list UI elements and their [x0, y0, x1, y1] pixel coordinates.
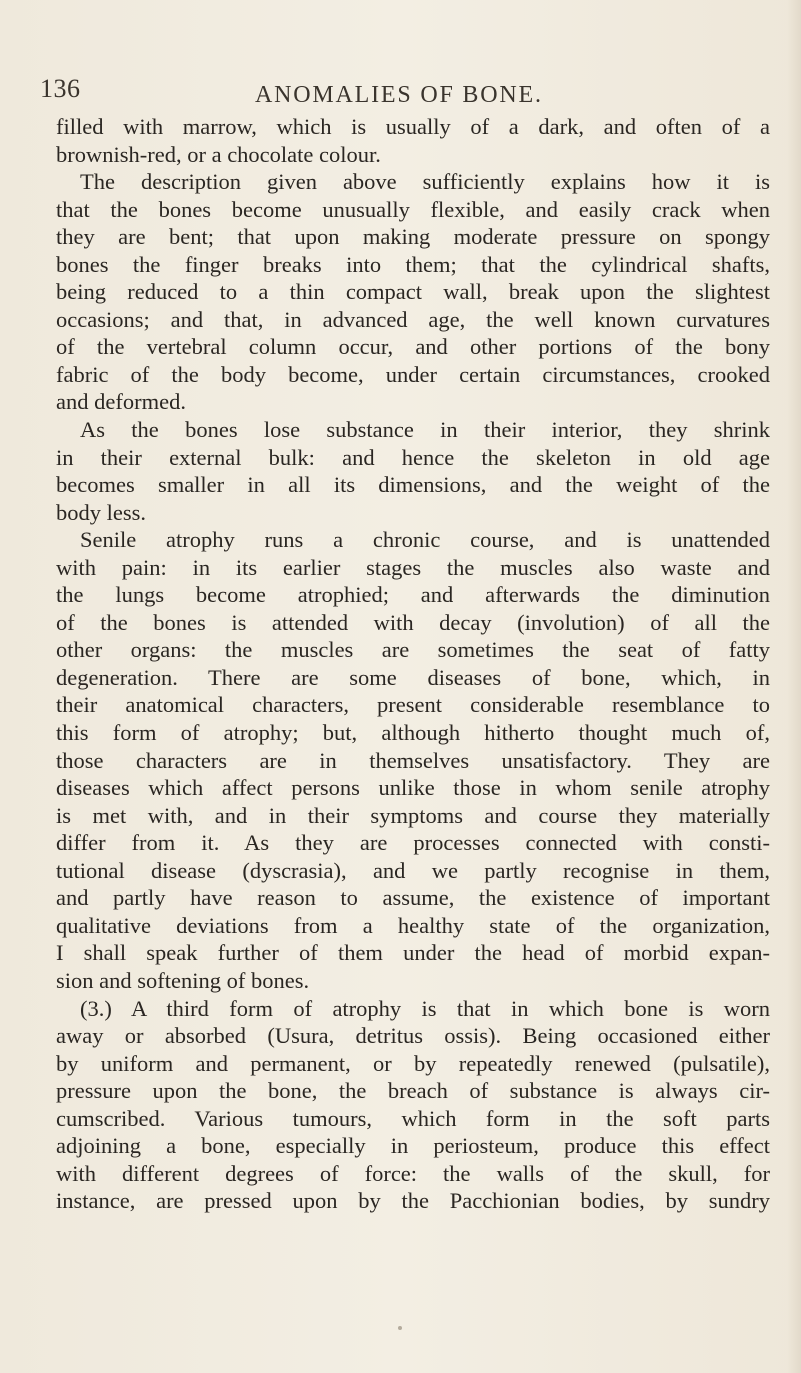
text-line: of the vertebral column occur, and other portions of the bony: [56, 334, 770, 360]
body-text: [56, 113, 770, 1215]
text-line: those characters are in themselves unsatisfactory. They are: [56, 747, 770, 773]
text-line: they are bent; that upon making moderate pressure on spongy: [56, 224, 770, 250]
text-line: Senile atrophy runs a chronic course, and is unattended: [80, 527, 770, 553]
text-line: filled with marrow, which is usually of a dark, and often of a: [56, 114, 770, 139]
page-number: 136: [40, 74, 81, 103]
text-line: occasions; and that, in advanced age, the well known curvatures: [56, 306, 770, 332]
text-line: body less.: [56, 499, 146, 525]
text-line: sion and softening of bones.: [56, 967, 310, 993]
text-line: diseases which affect persons unlike those in whom senile atrophy: [56, 775, 770, 801]
text-line: bones the finger breaks into them; that the cylindrical shafts,: [56, 251, 770, 277]
text-line: their anatomical characters, present considerable resemblance to: [56, 692, 770, 718]
text-line: degeneration. There are some diseases of bone, which, in: [56, 664, 770, 690]
text-line: brownish-red, or a chocolate colour.: [56, 141, 381, 167]
text-line: being reduced to a thin compact wall, break upon the slightest: [56, 279, 770, 305]
running-head: ANOMALIES OF BONE.: [255, 82, 543, 108]
text-line: cumscribed. Various tumours, which form in the soft parts: [56, 1105, 770, 1131]
text-line: (3.) A third form of atrophy is that in which bone is worn: [80, 995, 770, 1021]
text-line: fabric of the body become, under certain circumstances, crooked: [56, 361, 770, 387]
text-line: As the bones lose substance in their interior, they shrink: [80, 417, 770, 443]
text-line: by uniform and permanent, or by repeatedly renewed (pulsatile),: [56, 1050, 770, 1076]
text-line: and partly have reason to assume, the existence of important: [56, 885, 770, 911]
page-edge-shadow: [787, 0, 801, 1373]
text-line: this form of atrophy; but, although hitherto thought much of,: [56, 720, 770, 746]
text-line: that the bones become unusually flexible, and easily crack when: [56, 196, 770, 222]
text-line: in their external bulk: and hence the skeleton in old age: [56, 444, 770, 470]
text-line: becomes smaller in all its dimensions, and the weight of the: [56, 472, 770, 498]
text-line: of the bones is attended with decay (involution) of all the: [56, 609, 770, 635]
text-line: instance, are pressed upon by the Pacchionian bodies, by sundry: [56, 1188, 770, 1214]
text-line: and deformed.: [56, 389, 186, 415]
text-line: the lungs become atrophied; and afterwards the diminution: [56, 582, 770, 608]
text-line: with pain: in its earlier stages the muscles also waste and: [56, 554, 770, 580]
text-line: pressure upon the bone, the breach of substance is always cir-: [56, 1078, 770, 1104]
text-line: tutional disease (dyscrasia), and we partly recognise in them,: [56, 857, 770, 883]
text-line: with different degrees of force: the walls of the skull, for: [56, 1160, 770, 1186]
paper-speck: [398, 1326, 402, 1330]
text-line: The description given above sufficiently explains how it is: [80, 169, 770, 195]
text-line: I shall speak further of them under the head of morbid expan-: [56, 940, 770, 966]
text-line: adjoining a bone, especially in periosteum, produce this effect: [56, 1133, 770, 1159]
text-line: away or absorbed (Usura, detritus ossis). Being occasioned either: [56, 1023, 770, 1049]
text-line: other organs: the muscles are sometimes the seat of fatty: [56, 637, 770, 663]
text-line: differ from it. As they are processes connected with consti-: [56, 830, 770, 856]
text-line: qualitative deviations from a healthy state of the organization,: [56, 912, 770, 938]
text-line: is met with, and in their symptoms and course they materially: [56, 802, 770, 828]
